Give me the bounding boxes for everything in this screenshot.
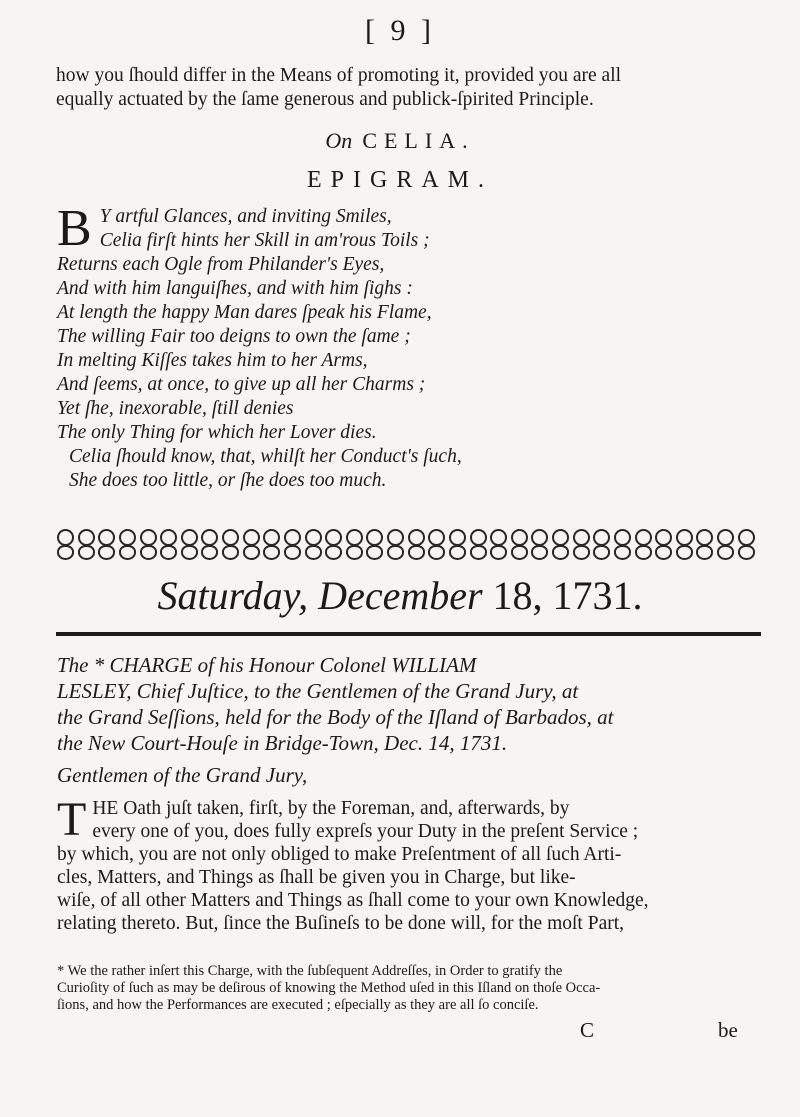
body-line: by which, you are not only obliged to make Preſentment of all ſuch Arti- (57, 844, 622, 865)
fleuron-icon (261, 527, 280, 561)
fleuron-icon (199, 527, 218, 561)
intro-line: how you ſhould differ in the Means of promoting it, provided you are all (56, 65, 622, 86)
footnote-line: * We the rather inſert this Charge, with the ſubſequent Addreſſes, in Order to gratify the (57, 963, 563, 979)
charge-line: the Grand Seſſions, held for the Body of the Iſland of Barbados, at (57, 705, 614, 729)
fleuron-icon (385, 527, 404, 561)
poem-title (0, 128, 800, 154)
fleuron-icon (529, 527, 548, 561)
fleuron-icon (282, 527, 301, 561)
poem-subtitle: EPIGRAM. (306, 167, 493, 193)
fleuron-icon (736, 527, 755, 561)
body-paragraph (57, 793, 757, 935)
poem-line: At length the happy Man dares ſpeak his Flame, (57, 302, 432, 323)
poem-line: She does too little, or ſhe does too much. (69, 470, 387, 491)
body-line: every one of you, does fully expreſs your Duty in the preſent Service ; (92, 821, 639, 842)
poem-line: Yet ſhe, inexorable, ſtill denies (57, 398, 294, 419)
fleuron-icon (653, 527, 672, 561)
body-line: cles, Matters, and Things as ſhall be given you in Charge, but like- (57, 867, 576, 888)
fleuron-icon (468, 527, 487, 561)
poem-line: Celia firſt hints her Skill in am'rous Toils ; (99, 230, 430, 251)
footnote-line: ſions, and how the Performances are executed ; eſpecially as they are all ſo conciſe. (57, 997, 539, 1013)
body-drop-cap: T (57, 793, 87, 846)
fleuron-icon (550, 527, 569, 561)
fleuron-icon (591, 527, 610, 561)
poem-line: Returns each Ogle from Philander's Eyes, (57, 254, 385, 275)
poem-line: And with him languiſhes, and with him ſighs : (57, 278, 413, 299)
fleuron-icon (323, 527, 342, 561)
fleuron-icon (96, 527, 115, 561)
poem-title-subject: CELIA. (362, 128, 475, 153)
fleuron-icon (364, 527, 383, 561)
catchword: be (718, 1018, 738, 1042)
fleuron-icon (488, 527, 507, 561)
fleuron-icon (509, 527, 528, 561)
fleuron-icon (406, 527, 425, 561)
fleuron-icon (571, 527, 590, 561)
poem-drop-cap: B (57, 200, 92, 257)
fleuron-icon (220, 527, 239, 561)
intro-paragraph (56, 64, 756, 112)
signature-mark: C (580, 1018, 595, 1042)
poem-line: The only Thing for which her Lover dies. (57, 422, 377, 443)
epigram-poem (57, 200, 757, 493)
fleuron-icon (674, 527, 693, 561)
date-heading (0, 572, 800, 619)
footnote-line: Curioſity of ſuch as may be deſirous of knowing the Method uſed in this Iſland on thoſe Occa- (57, 980, 601, 996)
date-numbers: 18, 1731. (492, 573, 643, 618)
fleuron-icon (694, 527, 713, 561)
fleuron-icon (76, 527, 95, 561)
poem-line: Celia ſhould know, that, whilſt her Conduct's ſuch, (69, 446, 462, 467)
poem-line: In melting Kiſſes takes him to her Arms, (57, 350, 368, 371)
heading-rule (56, 632, 761, 636)
fleuron-icon (241, 527, 260, 561)
intro-line: equally actuated by the ſame generous and publick-ſpirited Principle. (56, 89, 594, 110)
charge-line: LESLEY, Chief Juſtice, to the Gentlemen of the Grand Jury, at (57, 679, 579, 703)
date-text: Saturday, December (157, 573, 483, 618)
fleuron-border-icon (55, 525, 755, 563)
fleuron-icon (179, 527, 198, 561)
body-line: relating thereto. But, ſince the Buſineſs to be done will, for the moſt Part, (57, 913, 625, 934)
charge-line: the New Court-Houſe in Bridge-Town, Dec. 14, 1731. (57, 731, 508, 755)
fleuron-icon (55, 527, 74, 561)
footnote (57, 963, 757, 1014)
poem-title-on: On (325, 128, 353, 153)
poem-line: And ſeems, at once, to give up all her Charms ; (57, 374, 426, 395)
fleuron-icon (117, 527, 136, 561)
fleuron-icon (612, 527, 631, 561)
charge-line: The * CHARGE of his Honour Colonel WILLIAM (57, 653, 477, 677)
charge-title (57, 652, 757, 756)
fleuron-icon (633, 527, 652, 561)
fleuron-icon (715, 527, 734, 561)
fleuron-icon (447, 527, 466, 561)
body-line: wiſe, of all other Matters and Things as ſhall come to your own Knowledge, (57, 890, 649, 911)
page-number: [ 9 ] (365, 14, 435, 47)
body-line: HE Oath juſt taken, firſt, by the Foreman, and, afterwards, by (92, 798, 570, 819)
fleuron-icon (303, 527, 322, 561)
fleuron-icon (158, 527, 177, 561)
salutation: Gentlemen of the Grand Jury, (57, 763, 308, 787)
poem-line: The willing Fair too deigns to own the ſame ; (57, 326, 411, 347)
poem-line: Y artful Glances, and inviting Smiles, (99, 206, 392, 227)
fleuron-icon (426, 527, 445, 561)
fleuron-icon (344, 527, 363, 561)
fleuron-icon (138, 527, 157, 561)
